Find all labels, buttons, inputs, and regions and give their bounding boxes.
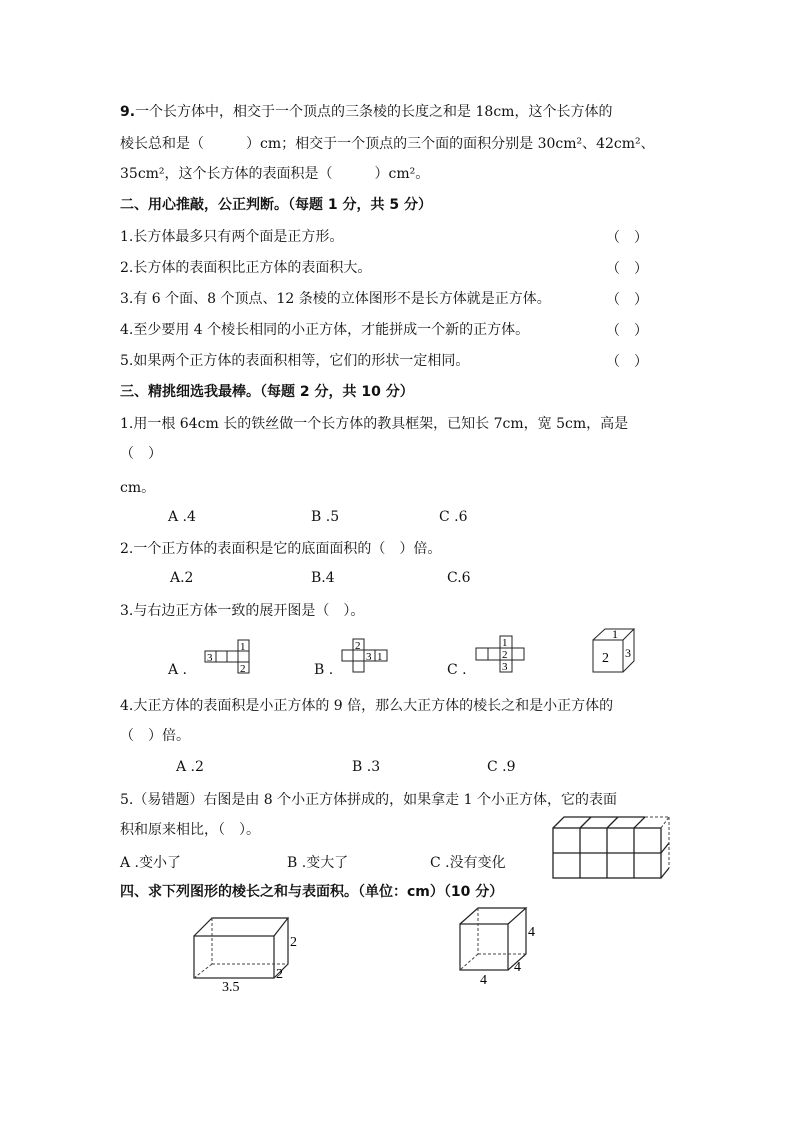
cube-label-front: 2 bbox=[602, 651, 609, 666]
cube-label-right: 3 bbox=[625, 646, 631, 660]
s2-item-3: 3.有 6 个面、8 个顶点、12 条棱的立体图形不是长方体就是正方体。 bbox=[120, 291, 551, 307]
q9-line2: 棱长总和是（ ）cm；相交于一个顶点的三个面的面积分别是 30cm²、42cm²、 bbox=[120, 136, 655, 152]
s3-q3-option-c[interactable]: C . bbox=[447, 662, 467, 678]
net-c-label-2: 2 bbox=[502, 649, 508, 661]
cube-diagram bbox=[456, 906, 546, 988]
net-b-label-2: 2 bbox=[355, 640, 361, 652]
q9-line1: 9.一个长方体中，相交于一个顶点的三条棱的长度之和是 18cm，这个长方体的 bbox=[120, 104, 613, 120]
eight-cube-block-diagram bbox=[550, 814, 672, 880]
section3-title: 三、精挑细选我最棒。（每题 2 分，共 10 分） bbox=[120, 384, 414, 400]
cube-label-top: 1 bbox=[612, 627, 618, 641]
s3-q1-unit: cm。 bbox=[120, 480, 156, 496]
net-c-label-1: 1 bbox=[502, 637, 508, 649]
s2-item-2: 2.长方体的表面积比正方体的表面积大。 bbox=[120, 260, 372, 276]
cuboid-length-label: 3.5 bbox=[222, 980, 240, 995]
reference-cube-diagram bbox=[590, 626, 638, 676]
s2-item-1: 1.长方体最多只有两个面是正方形。 bbox=[120, 229, 344, 245]
net-b-diagram[interactable] bbox=[340, 637, 392, 675]
cube-edge-label-bottom: 4 bbox=[480, 973, 487, 988]
s3-q1-line1: 1.用一根 64cm 长的铁丝做一个长方体的教具框架，已知长 7cm，宽 5cm，高是 bbox=[120, 416, 629, 432]
s3-q5-option-a[interactable]: A .变小了 bbox=[120, 855, 182, 871]
s3-q2-option-c[interactable]: C.6 bbox=[447, 570, 471, 586]
cuboid-height-label: 2 bbox=[290, 935, 297, 950]
net-a-label-1: 1 bbox=[240, 641, 246, 653]
s3-q2-option-b[interactable]: B.4 bbox=[311, 570, 335, 586]
s3-q4-line2: （ ）倍。 bbox=[120, 728, 190, 744]
s3-q1-option-c[interactable]: C .6 bbox=[439, 509, 468, 525]
s3-q5-option-c[interactable]: C .没有变化 bbox=[430, 855, 506, 871]
s3-q4-option-c[interactable]: C .9 bbox=[487, 759, 516, 775]
net-a-label-2: 2 bbox=[240, 663, 246, 675]
s3-q5-option-b[interactable]: B .变大了 bbox=[287, 855, 349, 871]
s3-q4-option-b[interactable]: B .3 bbox=[352, 759, 381, 775]
s3-q3-option-a[interactable]: A . bbox=[168, 662, 188, 678]
s3-q4-line1: 4.大正方体的表面积是小正方体的 9 倍，那么大正方体的棱长之和是小正方体的 bbox=[120, 698, 614, 714]
s3-q5-line2: 积和原来相比，（ ）。 bbox=[120, 822, 260, 838]
s2-answer-5[interactable]: （ ） bbox=[606, 354, 648, 370]
s3-q3-option-b[interactable]: B . bbox=[314, 662, 334, 678]
s3-q1-option-b[interactable]: B .5 bbox=[311, 509, 340, 525]
s3-q4-option-a[interactable]: A .2 bbox=[176, 759, 204, 775]
net-a-label-3: 3 bbox=[207, 652, 213, 664]
s2-answer-3[interactable]: （ ） bbox=[606, 292, 648, 308]
s3-q1-blank[interactable]: （ ） bbox=[120, 446, 162, 462]
net-a-diagram[interactable] bbox=[202, 638, 252, 676]
cube-edge-label-depth: 4 bbox=[514, 960, 521, 975]
net-b-label-1: 1 bbox=[377, 651, 383, 663]
s3-q2: 2.一个正方体的表面积是它的底面面积的（ ）倍。 bbox=[120, 541, 442, 557]
section4-title: 四、求下列图形的棱长之和与表面积。（单位：cm）（10 分） bbox=[120, 884, 504, 900]
s2-answer-1[interactable]: （ ） bbox=[606, 230, 648, 246]
s3-q3: 3.与右边正方体一致的展开图是（ ）。 bbox=[120, 603, 365, 619]
s3-q5-line1: 5.（易错题）右图是由 8 个小正方体拼成的，如果拿走 1 个小正方体，它的表面 bbox=[120, 792, 617, 808]
section2-title: 二、用心推敲，公正判断。（每题 1 分，共 5 分） bbox=[120, 197, 432, 213]
q9-line3: 35cm²，这个长方体的表面积是（ ）cm²。 bbox=[120, 166, 430, 182]
net-c-diagram[interactable] bbox=[472, 634, 528, 676]
cuboid-diagram bbox=[190, 912, 305, 994]
s2-item-5: 5.如果两个正方体的表面积相等，它们的形状一定相同。 bbox=[120, 353, 470, 369]
net-b-label-3: 3 bbox=[366, 651, 372, 663]
s2-item-4: 4.至少要用 4 个棱长相同的小正方体，才能拼成一个新的正方体。 bbox=[120, 322, 530, 338]
cuboid-width-label: 2 bbox=[276, 967, 283, 982]
s3-q2-option-a[interactable]: A.2 bbox=[170, 570, 194, 586]
net-c-label-3: 3 bbox=[502, 661, 508, 673]
s2-answer-4[interactable]: （ ） bbox=[606, 323, 648, 339]
s2-answer-2[interactable]: （ ） bbox=[606, 261, 648, 277]
s3-q1-option-a[interactable]: A .4 bbox=[168, 509, 196, 525]
cube-edge-label-right: 4 bbox=[528, 925, 535, 940]
